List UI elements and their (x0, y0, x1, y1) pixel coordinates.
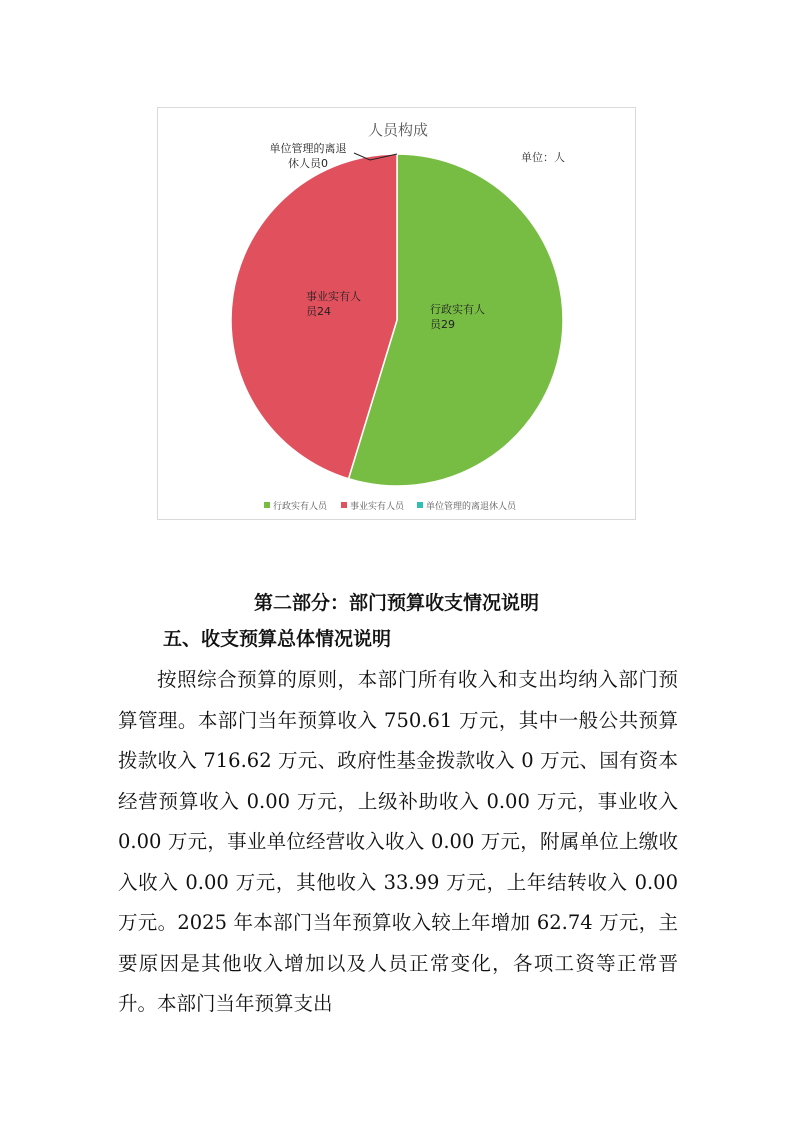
body-paragraph: 按照综合预算的原则，本部门所有收入和支出均纳入部门预算管理。本部门当年预算收入 750.61 万元，其中一般公共预算拨款收入 716.62 万元、政府性基金拨款收入 0 万元、国有资本经营预算收入 0.00 万元，上级补助收入 0.00 万元，事业收入 0.00 万元，事业单位经营收入收入 0.00 万元，附属单位上缴收入收入 0.00 万元，其他收入 33.99 万元，上年结转收入 0.00 万元。2025 年本部门当年预算收入较上年增加 62.74 万元，主要原因是其他收入增加以及人员正常变化，各项工资等正常晋升。本部门当年预算支出 (118, 668, 678, 1015)
section-heading: 第二部分：部门预算收支情况说明 (253, 592, 539, 614)
section-subheading: 五、收支预算总体情况说明 (163, 628, 392, 650)
pie-data-label-1: 行政实有人员29 (430, 303, 485, 331)
pie-data-label-2: 事业实有人员24 (306, 290, 361, 318)
pie-slices (231, 154, 563, 486)
unit-label: 单位：人 (521, 151, 565, 164)
legend-label-2: 事业实有人员 (350, 502, 405, 512)
chart-legend (264, 500, 517, 512)
pie-data-label-3: 单位管理的离退休人员0 (269, 142, 347, 170)
legend-swatch-2 (341, 502, 347, 508)
pie-chart (157, 107, 636, 520)
legend-label-3: 单位管理的离退休人员 (426, 502, 517, 512)
legend-label-1: 行政实有人员 (273, 502, 328, 512)
legend-swatch-1 (264, 502, 270, 508)
chart-title: 人员构成 (367, 121, 429, 139)
legend-swatch-3 (417, 502, 423, 508)
pie-chart-canvas (158, 108, 637, 521)
